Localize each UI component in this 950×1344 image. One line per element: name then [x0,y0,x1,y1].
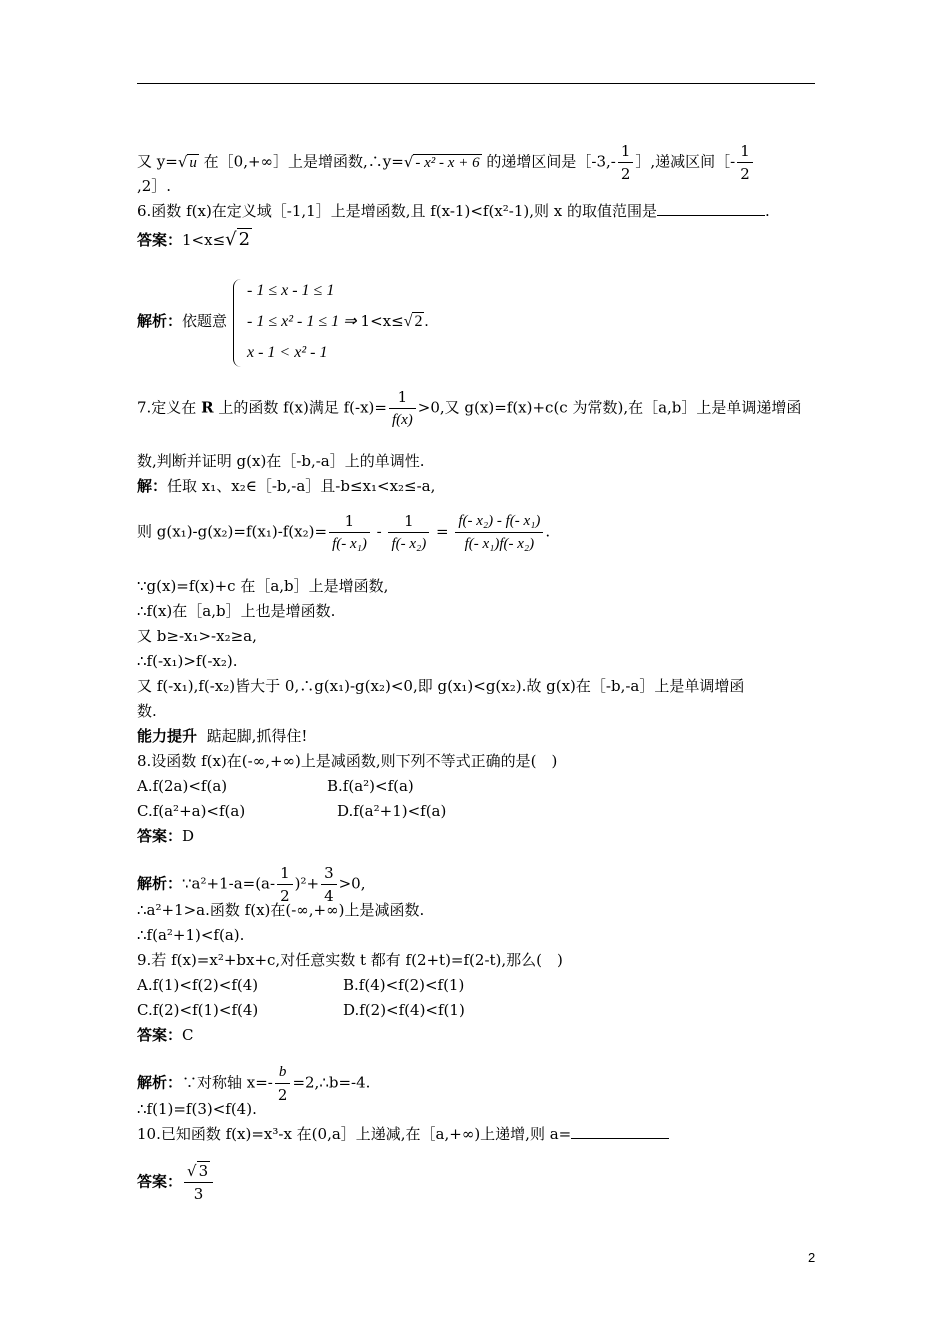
text-line: ∴f(-x₁)>f(-x₂). [137,652,238,670]
text-line: 则 g(x₁)-g(x₂)=f(x₁)-f(x₂)= $\frac{1}{\text{f(- x₁)}}$ - $\frac{1}{\text{f(- x₂)}}$ = $\frac{\text{f(- x₂) - f(- x₁)}}{\text{f(- x₁)f(- x₂)}}$ . [137,510,550,555]
fraction: $\frac{1}{\text{f(- x₂)}}$ [388,510,429,555]
fraction-sqrt3-over-3: $\frac{√ 3}{3}$ [184,1160,213,1205]
text-line: ∴f(a²+1)<f(a). [137,926,245,944]
fraction-b-over-2: $\frac{b}{2}$ [275,1061,291,1106]
analysis-8: 解析：∵a²+1-a=(a- $\frac{1}{2}$ )²+ $\frac{3}{4}$ >0, [137,864,366,905]
option-d: D.f(a²+1)<f(a) [337,802,447,820]
option-d: D.f(2)<f(4)<f(1) [343,1001,465,1019]
page-number: 2 [808,1250,816,1265]
fraction-half: $\frac{1}{2}$ [618,140,634,185]
fraction: $\frac{\text{f(- x₂) - f(- x₁)}}{\text{f(- x₁)f(- x₂)}}$ [455,510,543,555]
answer-6: 答案：1<x≤√ 2 [137,229,251,250]
option-b: B.f(4)<f(2)<f(1) [343,976,465,994]
fraction-half: $\frac{1}{2}$ [277,862,293,907]
answer-blank [571,1124,669,1139]
sqrt-2: √ 2 [225,229,251,250]
answer-8: 答案：D [137,827,195,845]
sqrt-expr: √ - x² - x + 6 [403,152,480,171]
system-row-3: x - 1 < x² - 1 [247,344,328,361]
text-line: 数. [137,702,157,720]
fraction-1-over-fx: $\frac{1}{f(x)}$ [389,386,416,431]
text-line: ,2］. [137,177,172,195]
left-brace [233,279,242,367]
answer-blank [657,201,765,216]
section-heading: 能力提升 踮起脚,抓得住! [137,727,308,745]
system-row-2: - 1 ≤ x² - 1 ≤ 1 ⇒ 1<x≤√ 2 . [247,312,429,330]
text-line: ∴a²+1>a.函数 f(x)在(-∞,+∞)上是减函数. [137,901,425,919]
text-line: ∴f(x)在［a,b］上也是增函数. [137,602,336,620]
question-7: 7.定义在 R 上的函数 f(x)满足 f(-x)= $\frac{1}{f(x)}$ >0,又 g(x)=f(x)+c(c 为常数),在［a,b］上是单调递增函 [137,386,801,431]
question-6: 6.函数 f(x)在定义域［-1,1］上是增函数,且 f(x-1)<f(x²-1),则 x 的取值范围是 . [137,202,770,220]
fraction-three-quarters: $\frac{3}{4}$ [321,862,337,907]
option-c: C.f(2)<f(1)<f(4) [137,1001,259,1019]
analysis-6-label: 解析：依题意 [137,312,228,330]
answer-9: 答案：C [137,1026,194,1044]
text-line: 数,判断并证明 g(x)在［-b,-a］上的单调性. [137,452,425,470]
question-9: 9.若 f(x)=x²+bx+c,对任意实数 t 都有 f(2+t)=f(2-t),那么( ) [137,951,563,969]
question-8: 8.设函数 f(x)在(-∞,+∞)上是减函数,则下列不等式正确的是( ) [137,752,558,770]
option-b: B.f(a²)<f(a) [327,777,414,795]
answer-10: 答案： $\frac{√ 3}{3}$ [137,1160,215,1205]
fraction-half: $\frac{1}{2}$ [737,140,753,185]
option-a: A.f(2a)<f(a) [137,777,228,795]
sqrt-u: √ u [177,152,197,171]
text-line: ∴f(1)=f(3)<f(4). [137,1100,257,1118]
question-10: 10.已知函数 f(x)=x³-x 在(0,a］上递减,在［a,+∞)上递增,则 a= [137,1124,669,1144]
option-c: C.f(a²+a)<f(a) [137,802,246,820]
text-line: 又 f(-x₁),f(-x₂)皆大于 0,∴g(x₁)-g(x₂)<0,即 g(x₁)<g(x₂).故 g(x)在［-b,-a］上是单调增函 [137,677,745,695]
option-a: A.f(1)<f(2)<f(4) [137,976,259,994]
fraction: $\frac{1}{\text{f(- x₁)}}$ [329,510,370,555]
sqrt-2: √ 2 [403,313,423,330]
header-rule [137,83,815,84]
solution-7: 解：任取 x₁、x₂∈［-b,-a］且-b≤x₁<x₂≤-a, [137,477,436,495]
system-row-1: - 1 ≤ x - 1 ≤ 1 [247,282,335,299]
text-line: 又 y=√ u 在［0,+∞］上是增函数,∴y=√ - x² - x + 6 的递增区间是［-3,- $\frac{1}{2}$ ］,递减区间［- $\frac{1}{2}$ [137,140,755,185]
text-line: ∵g(x)=f(x)+c 在［a,b］上是增函数, [137,577,389,595]
analysis-9: 解析：∵对称轴 x=- $\frac{b}{2}$ =2,∴b=-4. [137,1061,370,1106]
text-line: 又 b≥-x₁>-x₂≥a, [137,627,257,645]
